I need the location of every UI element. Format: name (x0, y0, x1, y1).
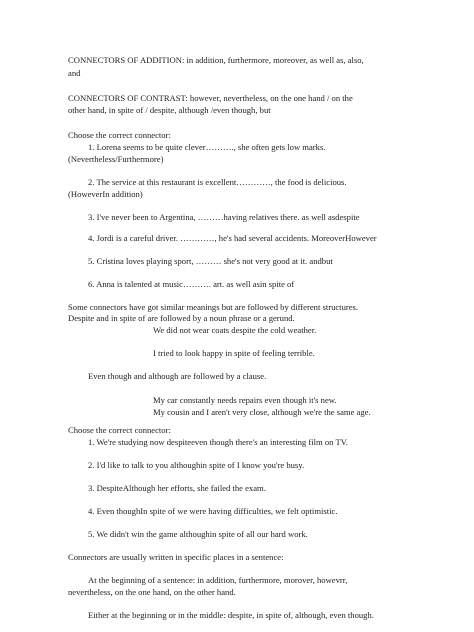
exercise1-item-5: 5. Cristina loves playing sport, ……… she's not very good at it. andbut (88, 256, 333, 266)
exercise1-item-3: 3. I've never been to Argentina, ………having relatives there. as well asdespite (88, 212, 360, 222)
placement-beginning-line-2: nevertheless, on the one hand, on the other hand. (68, 587, 236, 597)
exercise1-item-1-line-2: (Nevertheless/Furthermore) (68, 154, 164, 164)
example-despite: We did not wear coats despite the cold weather. (153, 325, 317, 335)
structures-line-2: Despite and in spite of are followed by a noun phrase or a gerund. (68, 313, 295, 323)
addition-heading-line-2: and (68, 68, 81, 78)
exercise2-item-5: 5. We didn't win the game althoughin spite of all our hard work. (88, 529, 308, 539)
placement-intro: Connectors are usually written in specific places in a sentence: (68, 552, 284, 562)
structures-line-1: Some connectors have got similar meanings but are followed by different structures. (68, 302, 359, 312)
clause-note: Even though and although are followed by a clause. (88, 371, 267, 381)
example-in-spite-of: I tried to look happy in spite of feeling terrible. (153, 348, 315, 358)
exercise1-item-4: 4. Jordi is a careful driver. …………, he's had several accidents. MoreoverHowever (88, 233, 377, 243)
exercise1-item-2-line-1: 2. The service at this restaurant is excellent…………, the food is delicious. (88, 177, 347, 187)
exercise1-item-1-line-1: 1. Lorena seems to be quite clever………., she often gets low marks. (88, 142, 326, 152)
example-although: My cousin and I aren't very close, although we're the same age. (153, 407, 371, 417)
contrast-heading-line-2: other hand, in spite of / despite, although /even though, but (68, 105, 271, 115)
contrast-heading-line-1: CONNECTORS OF CONTRAST: however, nevertheless, on the one hand / on the (68, 93, 353, 103)
exercise1-instruction: Choose the correct connector: (68, 130, 171, 140)
placement-either: Either at the beginning or in the middle: despite, in spite of, although, even though. (88, 610, 374, 620)
exercise2-item-3: 3. DespiteAlthough her efforts, she failed the exam. (88, 483, 266, 493)
example-even-though: My car constantly needs repairs even though it's new. (153, 395, 337, 405)
exercise2-item-1: 1. We're studying now despiteeven though there's an interesting film on TV. (88, 437, 348, 447)
exercise2-item-2: 2. I'd like to talk to you althoughin spite of I know you're busy. (88, 460, 305, 470)
exercise1-item-2-line-2: (HoweverIn addition) (68, 189, 143, 199)
exercise2-item-4: 4. Even thoughIn spite of we were having difficulties, we felt optimistic. (88, 506, 338, 516)
exercise1-item-6: 6. Anna is talented at music………. art. as well asin spite of (88, 279, 295, 289)
placement-beginning-line-1: At the beginning of a sentence: in addition, furthermore, morover, howevrr, (88, 575, 348, 585)
exercise2-instruction: Choose the correct connector: (68, 425, 171, 435)
addition-heading-line-1: CONNECTORS OF ADDITION: in addition, furthermore, moreover, as well as, also, (68, 55, 364, 65)
